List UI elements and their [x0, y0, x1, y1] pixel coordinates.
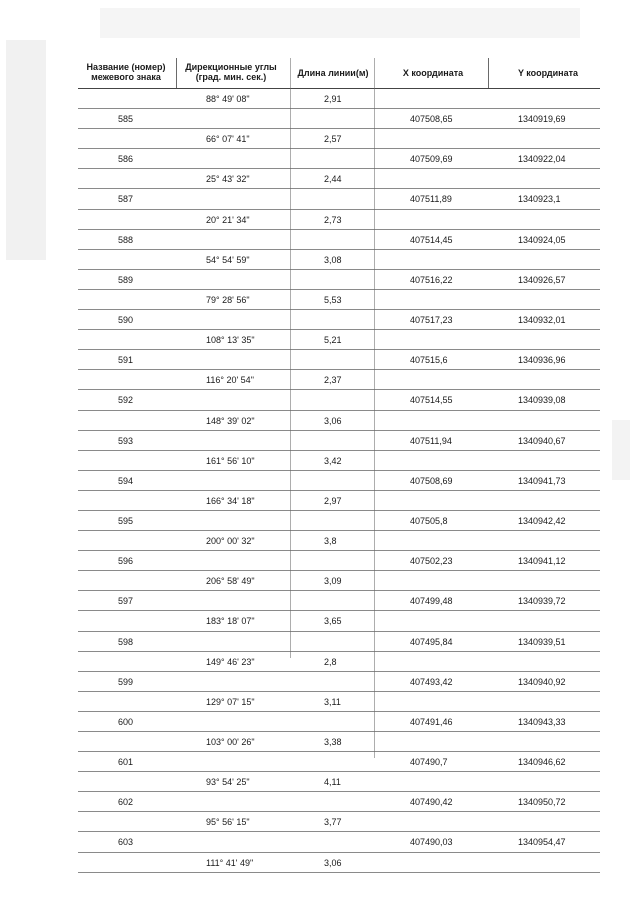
- table-row: [78, 772, 600, 792]
- table-row: [78, 149, 600, 169]
- direction-angle-cell: 54° 54' 59": [206, 254, 250, 265]
- column-divider: [488, 58, 489, 88]
- mark-name-cell: 585: [118, 114, 134, 125]
- mark-name-cell: 602: [118, 797, 134, 808]
- y-coordinate-cell: 1340954,47: [518, 837, 566, 848]
- mark-name-cell: 589: [118, 274, 134, 285]
- x-coordinate-cell: 407490,03: [410, 837, 453, 848]
- table-row: [78, 652, 600, 672]
- table-row: [78, 712, 600, 732]
- direction-angle-cell: 111° 41' 49": [206, 857, 254, 868]
- table-row: [78, 169, 600, 189]
- table-row: [78, 812, 600, 832]
- header-x-coordinate: X координата: [402, 68, 464, 78]
- table-row: [78, 571, 600, 591]
- mark-name-cell: 586: [118, 154, 134, 165]
- table-row: [78, 89, 600, 109]
- y-coordinate-cell: 1340926,57: [518, 274, 566, 285]
- line-length-cell: 3,38: [324, 737, 342, 747]
- line-length-cell: 4,11: [324, 777, 341, 788]
- x-coordinate-cell: 407517,23: [410, 315, 453, 326]
- x-coordinate-cell: 407493,42: [410, 676, 453, 687]
- table-row: [78, 350, 600, 370]
- mark-name-cell: 596: [118, 556, 134, 567]
- line-length-cell: 3,08: [324, 254, 342, 265]
- mark-name-cell: 594: [118, 475, 134, 486]
- mark-name-cell: 592: [118, 395, 134, 406]
- table-row: [78, 270, 600, 290]
- line-length-cell: 2,97: [324, 495, 342, 506]
- y-coordinate-cell: 1340950,72: [518, 797, 566, 808]
- table-row: [78, 129, 600, 149]
- table-row: [78, 752, 600, 772]
- table-row: [78, 551, 600, 571]
- line-length-cell: 2,37: [324, 375, 342, 386]
- table-row: [78, 692, 600, 712]
- column-divider: [290, 58, 291, 658]
- table-row: [78, 611, 600, 631]
- scan-noise-right: [612, 420, 630, 480]
- line-length-cell: 2,8: [324, 656, 337, 667]
- mark-name-cell: 591: [118, 355, 134, 366]
- table-row: [78, 290, 600, 310]
- mark-name-cell: 597: [118, 596, 134, 607]
- direction-angle-cell: 20° 21' 34": [206, 214, 250, 225]
- line-length-cell: 2,73: [324, 214, 342, 225]
- line-length-cell: 3,09: [324, 576, 342, 587]
- table-row: [78, 471, 600, 491]
- line-length-cell: 3,42: [324, 455, 342, 466]
- direction-angle-cell: 108° 13' 35": [206, 335, 255, 346]
- line-length-cell: 2,57: [324, 134, 342, 145]
- x-coordinate-cell: 407516,22: [410, 274, 453, 285]
- table-row: [78, 832, 600, 852]
- table-row: [78, 792, 600, 812]
- boundary-marks-table: [78, 58, 600, 873]
- x-coordinate-cell: 407499,48: [410, 596, 453, 607]
- line-length-cell: 2,44: [324, 174, 342, 185]
- x-coordinate-cell: 407514,45: [410, 234, 453, 245]
- x-coordinate-cell: 407515,6: [410, 355, 448, 366]
- y-coordinate-cell: 1340936,96: [518, 355, 566, 366]
- mark-name-cell: 600: [118, 716, 134, 727]
- x-coordinate-cell: 407511,89: [410, 194, 452, 205]
- x-coordinate-cell: 407490,7: [410, 757, 448, 768]
- x-coordinate-cell: 407491,46: [410, 716, 453, 727]
- column-divider: [176, 58, 177, 88]
- header-line-length: Длина линии(м): [297, 68, 369, 78]
- table-row: [78, 672, 600, 692]
- mark-name-cell: 593: [118, 435, 134, 446]
- mark-name-cell: 599: [118, 676, 134, 687]
- y-coordinate-cell: 1340941,12: [518, 556, 566, 567]
- y-coordinate-cell: 1340924,05: [518, 234, 566, 245]
- x-coordinate-cell: 407509,69: [410, 154, 453, 165]
- direction-angle-cell: 116° 20' 54": [206, 375, 254, 386]
- table-row: [78, 109, 600, 129]
- table-row: [78, 853, 600, 873]
- table-row: [78, 411, 600, 431]
- mark-name-cell: 598: [118, 636, 134, 647]
- table-row: [78, 632, 600, 652]
- mark-name-cell: 595: [118, 515, 134, 526]
- direction-angle-cell: 166° 34' 18": [206, 495, 255, 506]
- y-coordinate-cell: 1340919,69: [518, 114, 566, 125]
- y-coordinate-cell: 1340943,33: [518, 716, 566, 727]
- line-length-cell: 2,91: [324, 94, 342, 104]
- table-row: [78, 511, 600, 531]
- x-coordinate-cell: 407508,69: [410, 475, 453, 486]
- line-length-cell: 3,11: [324, 696, 341, 707]
- header-y-coordinate: Y координата: [517, 68, 579, 78]
- table-row: [78, 310, 600, 330]
- y-coordinate-cell: 1340940,92: [518, 676, 566, 687]
- mark-name-cell: 601: [118, 757, 134, 768]
- table-header: [78, 58, 600, 89]
- table-row: [78, 431, 600, 451]
- y-coordinate-cell: 1340942,42: [518, 515, 566, 526]
- line-length-cell: 5,21: [324, 335, 342, 346]
- header-direction-angles: Дирекционные углы (град. мин. сек.): [185, 62, 277, 82]
- table-row: [78, 210, 600, 230]
- mark-name-cell: 587: [118, 194, 134, 205]
- direction-angle-cell: 95° 56' 15": [206, 817, 250, 828]
- table-row: [78, 370, 600, 390]
- table-row: [78, 451, 600, 471]
- direction-angle-cell: 129° 07' 15": [206, 696, 255, 707]
- table-row: [78, 732, 600, 752]
- direction-angle-cell: 79° 28' 56": [206, 294, 250, 305]
- direction-angle-cell: 103° 00' 26": [206, 737, 255, 747]
- table-row: [78, 230, 600, 250]
- x-coordinate-cell: 407490,42: [410, 797, 453, 808]
- scan-noise-top: [100, 8, 580, 38]
- y-coordinate-cell: 1340923,1: [518, 194, 561, 205]
- header-mark-name: Название (номер) межевого знака: [86, 62, 166, 82]
- direction-angle-cell: 200° 00' 32": [206, 536, 255, 547]
- x-coordinate-cell: 407514,55: [410, 395, 453, 406]
- line-length-cell: 3,77: [324, 817, 342, 828]
- column-divider: [374, 58, 375, 758]
- table-row: [78, 390, 600, 410]
- table-row: [78, 531, 600, 551]
- table-row: [78, 189, 600, 209]
- direction-angle-cell: 206° 58' 49": [206, 576, 255, 587]
- line-length-cell: 3,06: [324, 857, 342, 868]
- y-coordinate-cell: 1340939,08: [518, 395, 566, 406]
- line-length-cell: 5,53: [324, 294, 342, 305]
- x-coordinate-cell: 407508,65: [410, 114, 453, 125]
- direction-angle-cell: 148° 39' 02": [206, 415, 255, 426]
- y-coordinate-cell: 1340946,62: [518, 757, 566, 768]
- direction-angle-cell: 93° 54' 25": [206, 777, 250, 788]
- y-coordinate-cell: 1340941,73: [518, 475, 566, 486]
- table-row: [78, 591, 600, 611]
- direction-angle-cell: 161° 56' 10": [206, 455, 255, 466]
- table-row: [78, 250, 600, 270]
- x-coordinate-cell: 407511,94: [410, 435, 452, 446]
- y-coordinate-cell: 1340932,01: [518, 315, 566, 326]
- table-body: [78, 89, 600, 873]
- y-coordinate-cell: 1340939,51: [518, 636, 566, 647]
- direction-angle-cell: 149° 46' 23": [206, 656, 255, 667]
- line-length-cell: 3,06: [324, 415, 342, 426]
- direction-angle-cell: 88° 49' 08": [206, 94, 250, 104]
- x-coordinate-cell: 407505,8: [410, 515, 448, 526]
- table-row: [78, 491, 600, 511]
- y-coordinate-cell: 1340940,67: [518, 435, 566, 446]
- mark-name-cell: 590: [118, 315, 134, 326]
- y-coordinate-cell: 1340939,72: [518, 596, 566, 607]
- mark-name-cell: 603: [118, 837, 134, 848]
- direction-angle-cell: 183° 18' 07": [206, 616, 255, 627]
- scan-noise-left: [6, 40, 46, 260]
- x-coordinate-cell: 407502,23: [410, 556, 453, 567]
- direction-angle-cell: 66° 07' 41": [206, 134, 250, 145]
- mark-name-cell: 588: [118, 234, 134, 245]
- table-row: [78, 330, 600, 350]
- direction-angle-cell: 25° 43' 32": [206, 174, 250, 185]
- line-length-cell: 3,8: [324, 536, 337, 547]
- y-coordinate-cell: 1340922,04: [518, 154, 566, 165]
- line-length-cell: 3,65: [324, 616, 342, 627]
- x-coordinate-cell: 407495,84: [410, 636, 453, 647]
